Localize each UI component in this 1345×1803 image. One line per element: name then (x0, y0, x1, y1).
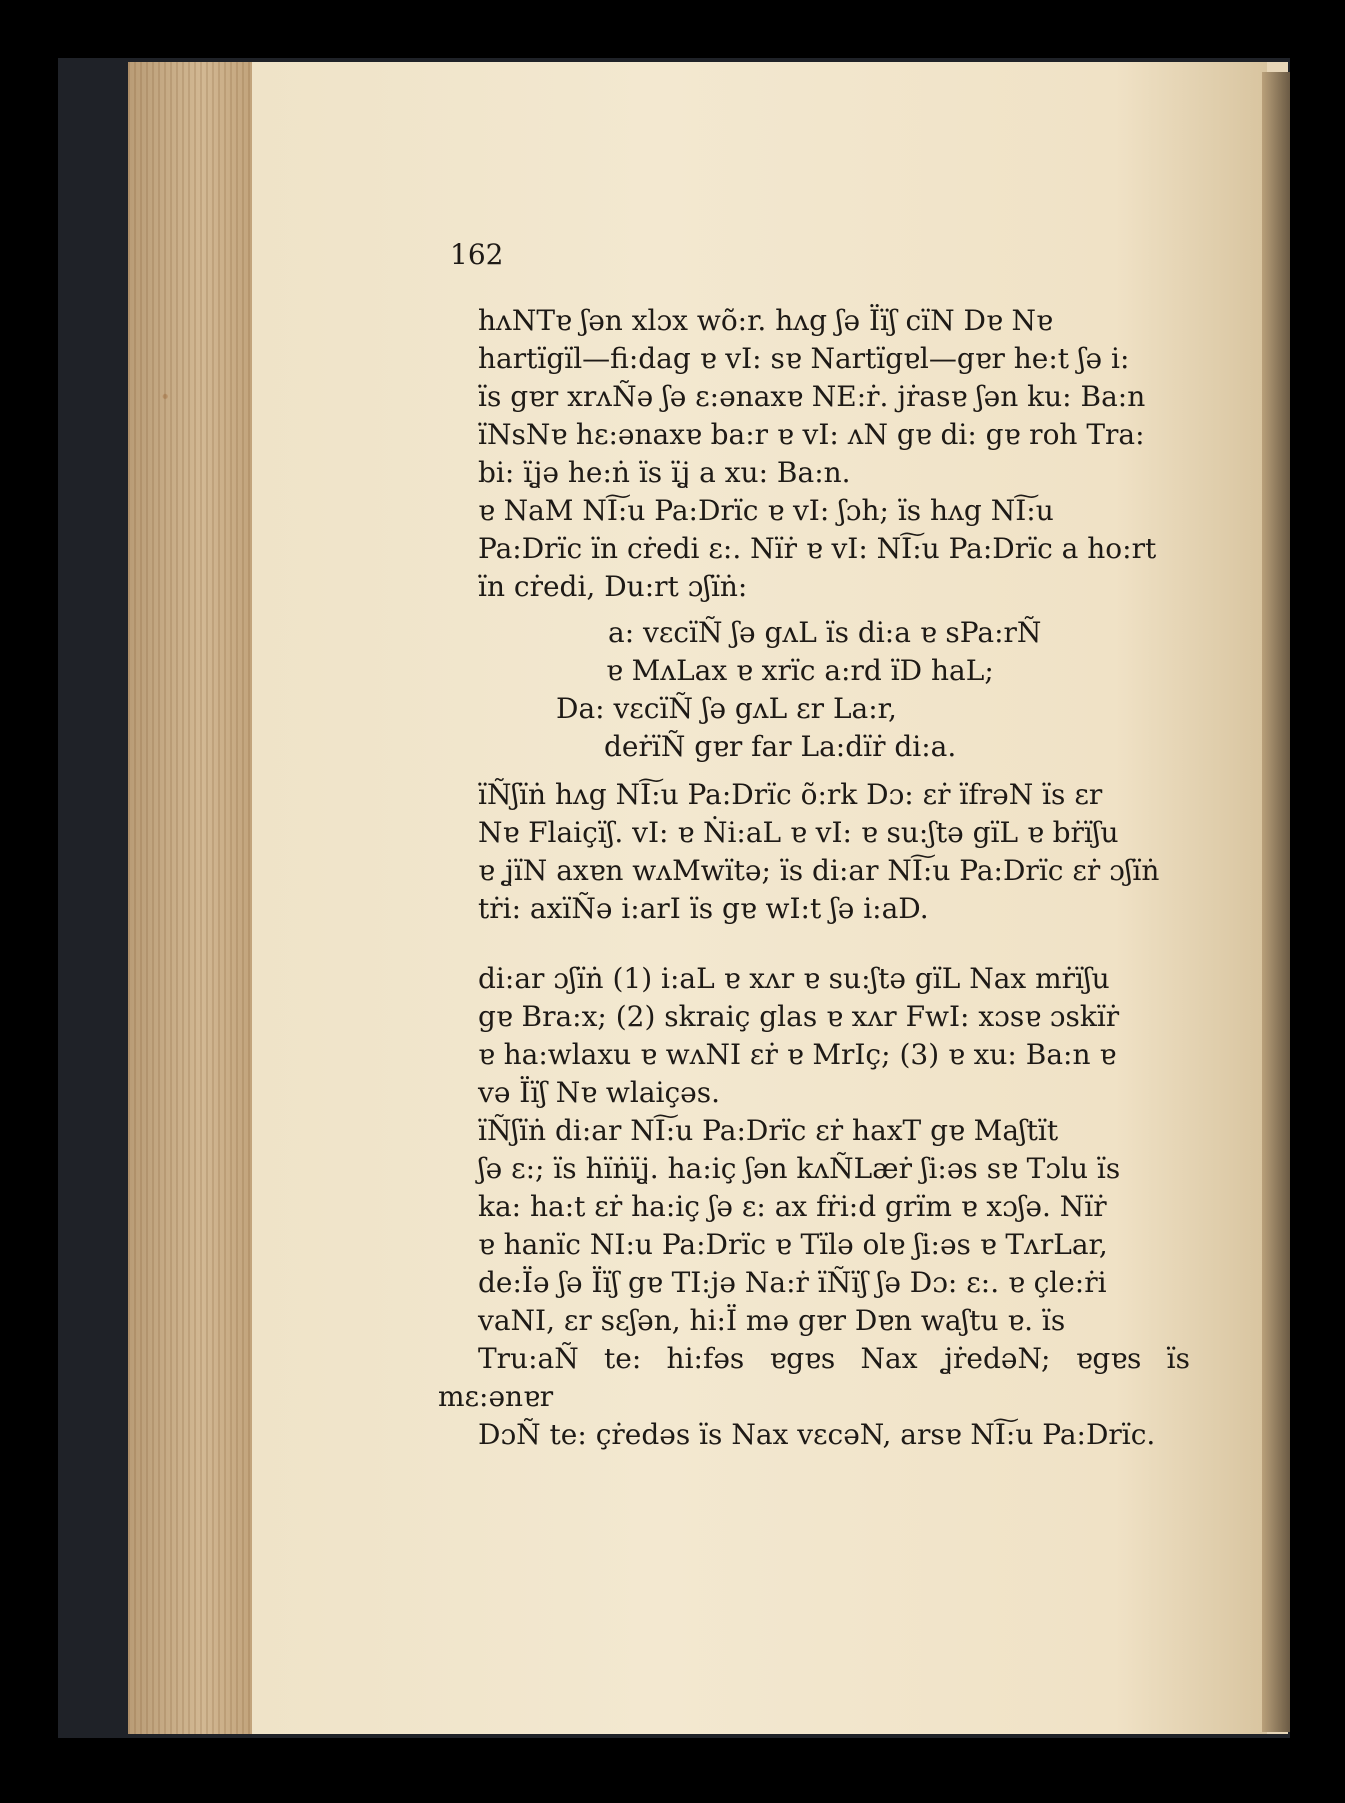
text-line: hartïgïl—fi:dag ɐ vI: sɐ Nartïgɐl—gɐr he:t ʃə i: (478, 342, 1130, 375)
text-line: vaNI, ɛr sɛʃən, hi:Ï mə gɐr Dɐn waʃtu ɐ. ïs (478, 1304, 1066, 1337)
verse-line: Da: vɛcïÑ ʃə gʌL ɛr La:r, (556, 692, 897, 725)
text-line: de:Ïə ʃə Ïïʃ gɐ TI:jə Na:ṙ ïÑïʃ ʃə Dɔ: ɛ:. ɐ çle:ṙi (478, 1266, 1107, 1299)
section-gap (438, 928, 1190, 960)
text-line: ïs gɐr xrʌÑə ʃə ɛ:ənaxɐ NE:ṙ. jṙasɐ ʃən ku: Ba:n (478, 380, 1146, 413)
paragraph-3 (438, 776, 1190, 928)
page-gutter (1262, 72, 1290, 1732)
page-edges (128, 62, 252, 1734)
text-line: ɐ NaM NI͠:u Pa:Drïc ɐ vI: ʃɔh; ïs hʌg NI͠:u (478, 494, 1054, 527)
text-line: ɐ ʝïN axɐn wʌMwïtə; ïs di:ar NI͠:u Pa:Drïc ɛṙ ɔʃïṅ (478, 854, 1160, 887)
text-line: ïn cṙedi, Du:rt ɔʃïṅ: (478, 570, 748, 603)
text-line: ïÑʃïṅ hʌg NI͠:u Pa:Drïc õ:rk Dɔ: ɛṙ ïfrəN ïs ɛr (478, 778, 1103, 811)
text-line: Tru:aÑ te: hi:fəs ɐgɐs Nax ʝṙedəN; ɐgɐs ïs mɛ:ənɐr (438, 1342, 1190, 1413)
paragraph-4 (438, 960, 1190, 1112)
page-text (438, 236, 1190, 1454)
text-line: gɐ Bra:x; (2) skraiç glas ɐ xʌr FwI: xɔsɐ ɔskïṙ (478, 1000, 1120, 1033)
text-line: DɔÑ te: çṙedəs ïs Nax vɛcəN, arsɐ NI͠:u Pa:Drïc. (478, 1418, 1156, 1451)
text-line: hʌNTɐ ʃən xlɔx wõ:r. hʌg ʃə Ïïʃ cïN Dɐ Nɐ (478, 304, 1053, 337)
text-line: ɐ ha:wlaxu ɐ wʌNI ɛṙ ɐ MrIç; (3) ɐ xu: Ba:n ɐ (478, 1038, 1117, 1071)
text-line: və Ïïʃ Nɐ wlaiçəs. (478, 1076, 720, 1109)
verse-line: a: vɛcïÑ ʃə gʌL ïs di:a ɐ sPa:rÑ (608, 616, 1042, 649)
text-line: ïÑʃïṅ di:ar NI͠:u Pa:Drïc ɛṙ haxT gɐ Maʃtït (478, 1114, 1059, 1147)
text-line: Pa:Drïc ïn cṙedi ɛ:. Nïṙ ɐ vI: NI͠:u Pa:Drïc a ho:rt (478, 532, 1157, 565)
paragraph-2 (438, 492, 1190, 606)
paragraph-5 (438, 1112, 1190, 1454)
text-line: ïNsNɐ hɛ:ənaxɐ ba:r ɐ vI: ʌN gɐ di: gɐ roh Tra: (478, 418, 1145, 451)
text-line: Nɐ Flaiçïʃ. vI: ɐ Ṅi:aL ɐ vI: ɐ su:ʃtə gïL ɐ bṙïʃu (478, 816, 1119, 849)
verse-line: deṙïÑ gɐr far La:dïṙ di:a. (604, 730, 957, 763)
paragraph-1 (438, 302, 1190, 492)
page-number: 162 (450, 238, 504, 271)
text-line: di:ar ɔʃïṅ (1) i:aL ɐ xʌr ɐ su:ʃtə gïL Nax mṙïʃu (478, 962, 1110, 995)
verse-line: ɐ MʌLax ɐ xrïc a:rd ïD haL; (606, 654, 994, 687)
text-line: ɐ hanïc NI:u Pa:Drïc ɐ Tïlə olɐ ʃi:əs ɐ TʌrLar, (478, 1228, 1108, 1261)
text-line: ka: ha:t ɛṙ ha:iç ʃə ɛ: ax fṙi:d grïm ɐ xɔʃə. Nïṙ (478, 1190, 1107, 1223)
text-line: tṙi: axïÑə i:arI ïs gɐ wI:t ʃə i:aD. (478, 892, 929, 925)
text-line: ʃə ɛ:; ïs hïṅïʝ. ha:iç ʃən kʌÑLæṙ ʃi:əs sɐ Tɔlu ïs (478, 1152, 1121, 1185)
text-line: bi: ïʝə he:ṅ ïs ïʝ a xu: Ba:n. (478, 456, 851, 489)
verse-block (438, 614, 1190, 766)
